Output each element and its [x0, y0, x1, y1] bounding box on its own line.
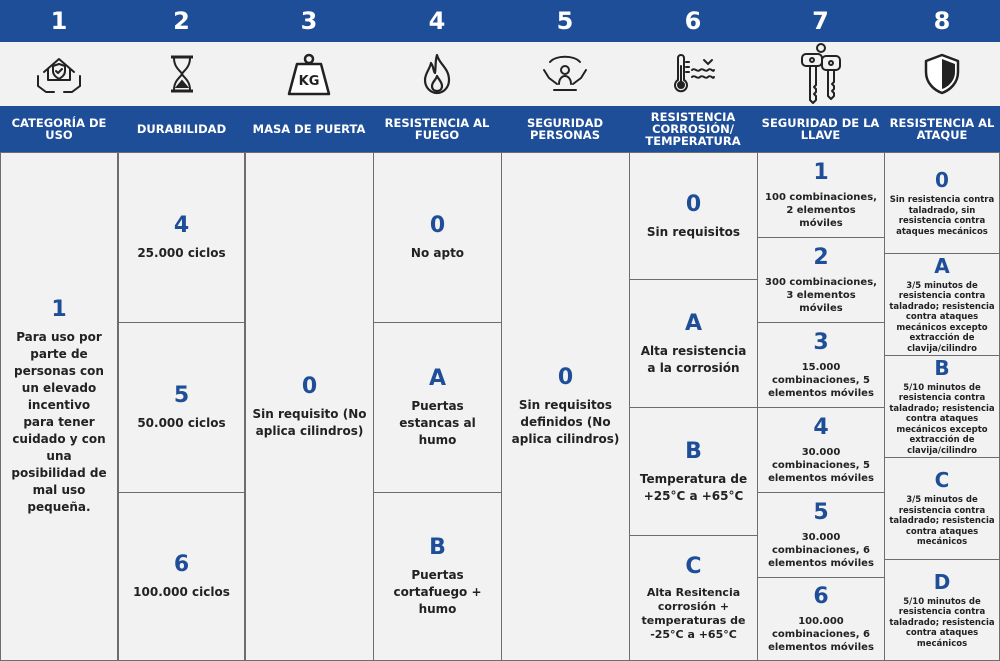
- cell-resistencia-fuego-0: [373, 152, 502, 323]
- column-number-6: 6: [684, 7, 702, 35]
- cell-resistencia-fuego-b: [373, 492, 502, 661]
- cell-code: 3: [813, 330, 829, 355]
- header-resistencia-fuego: RESISTENCIA AL FUEGO: [384, 116, 490, 142]
- cell-resistencia-fuego-a: [373, 322, 502, 493]
- cell-seguridad-personas-0: [501, 152, 630, 661]
- cell-ataque-a: [884, 253, 1000, 356]
- cell-description: Sin requisitos definidos (No aplica cilindros): [511, 398, 620, 446]
- cell-code: C: [934, 468, 950, 493]
- header-resistencia-ataque: RESISTENCIA AL ATAQUE: [889, 116, 995, 142]
- kg-weight-icon: [245, 42, 373, 106]
- cell-code: 0: [935, 168, 949, 192]
- cell-description: Para uso por parte de personas con un elevado incentivo para tener cuidado y con una posibilidad de mal uso pequeña.: [11, 330, 107, 514]
- cell-description: 50.000 ciclos: [137, 416, 226, 430]
- cell-description: Alta resistencia a la corrosión: [640, 343, 747, 375]
- cell-description: Temperatura de +25°C a +65°C: [639, 471, 748, 503]
- cell-llave-3: [757, 322, 885, 408]
- keys-icon: [757, 42, 884, 106]
- cell-ataque-d: [884, 559, 1000, 661]
- cell-code: A: [428, 366, 447, 391]
- cell-description: 300 combinaciones, 3 elementos móviles: [765, 277, 877, 314]
- cell-code: A: [684, 310, 703, 336]
- cell-description: Puertas estancas al humo: [399, 399, 476, 447]
- cell-code: A: [934, 253, 950, 278]
- thermometer-waves-icon: [629, 42, 757, 106]
- cell-description: Puertas cortafuego + humo: [393, 568, 482, 616]
- cell-description: 100.000 ciclos: [133, 585, 230, 599]
- cell-code: 4: [813, 415, 829, 440]
- hourglass-icon: [118, 42, 245, 106]
- house-shield-hands-icon: [0, 42, 118, 106]
- cell-code: 2: [813, 245, 829, 270]
- cell-description: Sin requisito (No aplica cilindros): [252, 406, 367, 438]
- header-seguridad-llave: SEGURIDAD DE LA LLAVE: [761, 116, 880, 142]
- cell-masa-puerta-0: [245, 152, 374, 661]
- header-seguridad-personas: SEGURIDAD PERSONAS: [526, 116, 604, 142]
- svg-text:KG: KG: [298, 74, 320, 89]
- cell-description: 30.000 combinaciones, 5 elementos móviles: [768, 447, 874, 484]
- cell-code: 1: [51, 297, 67, 322]
- cell-code: C: [685, 554, 702, 579]
- cell-code: B: [934, 355, 950, 380]
- cell-code: 5: [173, 383, 190, 408]
- cell-llave-4: [757, 407, 885, 493]
- header-masa-puerta: MASA DE PUERTA: [252, 122, 366, 136]
- cell-code: 1: [813, 160, 829, 185]
- cell-description: 5/10 minutos de resistencia contra taladrado; resistencia contra ataques mecánicos excepto extracción de clavija/cilindro: [889, 382, 995, 456]
- column-number-3: 3: [300, 7, 318, 35]
- cell-llave-2: [757, 237, 885, 323]
- column-number-8: 8: [933, 7, 951, 35]
- cell-description: 100.000 combinaciones, 6 elementos móviles: [768, 616, 874, 653]
- cell-description: 30.000 combinaciones, 6 elementos móviles: [768, 532, 874, 569]
- cell-corrosion-0: [629, 152, 758, 280]
- cell-description: 100 combinaciones, 2 elementos móviles: [765, 192, 877, 229]
- cell-llave-1: [757, 152, 885, 238]
- cell-code: 4: [173, 213, 190, 238]
- cell-code: 6: [813, 584, 829, 609]
- cell-code: 0: [429, 213, 446, 238]
- cell-description: 3/5 minutos de resistencia contra taladrado; resistencia contra ataques mecánicos: [889, 495, 995, 548]
- cell-durabilidad-4: [118, 152, 245, 323]
- cell-ataque-b: [884, 355, 1000, 458]
- cell-code: 0: [685, 191, 702, 217]
- cell-code: 0: [557, 365, 574, 390]
- cell-llave-6: [757, 577, 885, 661]
- cell-description: 25.000 ciclos: [137, 246, 226, 260]
- cell-corrosion-a: [629, 279, 758, 408]
- cell-ataque-0: [884, 152, 1000, 254]
- column-number-7: 7: [812, 7, 829, 35]
- cell-code: 0: [301, 373, 318, 399]
- cell-corrosion-c: [629, 535, 758, 661]
- header-corrosion-temperatura: RESISTENCIA CORROSIÓN/ TEMPERATURA: [645, 110, 741, 148]
- cell-description: Alta Resitencia corrosión + temperaturas de -25°C a +65°C: [641, 586, 746, 641]
- shield-icon: [884, 42, 1000, 106]
- header-categoria-uso: CATEGORÍA DE USO: [11, 116, 107, 142]
- column-number-4: 4: [428, 7, 446, 35]
- cell-description: No apto: [410, 246, 465, 260]
- cell-corrosion-b: [629, 407, 758, 536]
- cell-description: Sin resistencia contra taladrado, sin resistencia contra ataques mecánicos: [889, 195, 995, 237]
- cell-llave-5: [757, 492, 885, 578]
- cell-durabilidad-6: [118, 492, 245, 661]
- cell-code: 6: [173, 552, 190, 577]
- column-number-2: 2: [173, 7, 190, 35]
- cell-description: 15.000 combinaciones, 5 elementos móviles: [768, 362, 874, 399]
- cell-durabilidad-5: [118, 322, 245, 493]
- cell-description: 3/5 minutos de resistencia contra taladrado; resistencia contra ataques mecánicos excepto extracción de clavija/cilindro: [889, 280, 995, 354]
- column-number-5: 5: [556, 7, 574, 35]
- cell-code: 5: [813, 500, 829, 525]
- person-hands-icon: [501, 42, 629, 106]
- column-number-1: 1: [50, 7, 68, 35]
- cell-description: Sin requisitos: [646, 224, 741, 239]
- cell-code: B: [429, 535, 446, 560]
- header-durabilidad: DURABILIDAD: [136, 122, 227, 136]
- cell-code: D: [933, 569, 951, 594]
- cell-ataque-c: [884, 457, 1000, 560]
- cell-code: B: [685, 438, 702, 464]
- flame-icon: [373, 42, 501, 106]
- cell-categoria-uso-1: [0, 152, 118, 661]
- cell-description: 5/10 minutos de resistencia contra taladrado; resistencia contra ataques mecánicos: [889, 596, 995, 649]
